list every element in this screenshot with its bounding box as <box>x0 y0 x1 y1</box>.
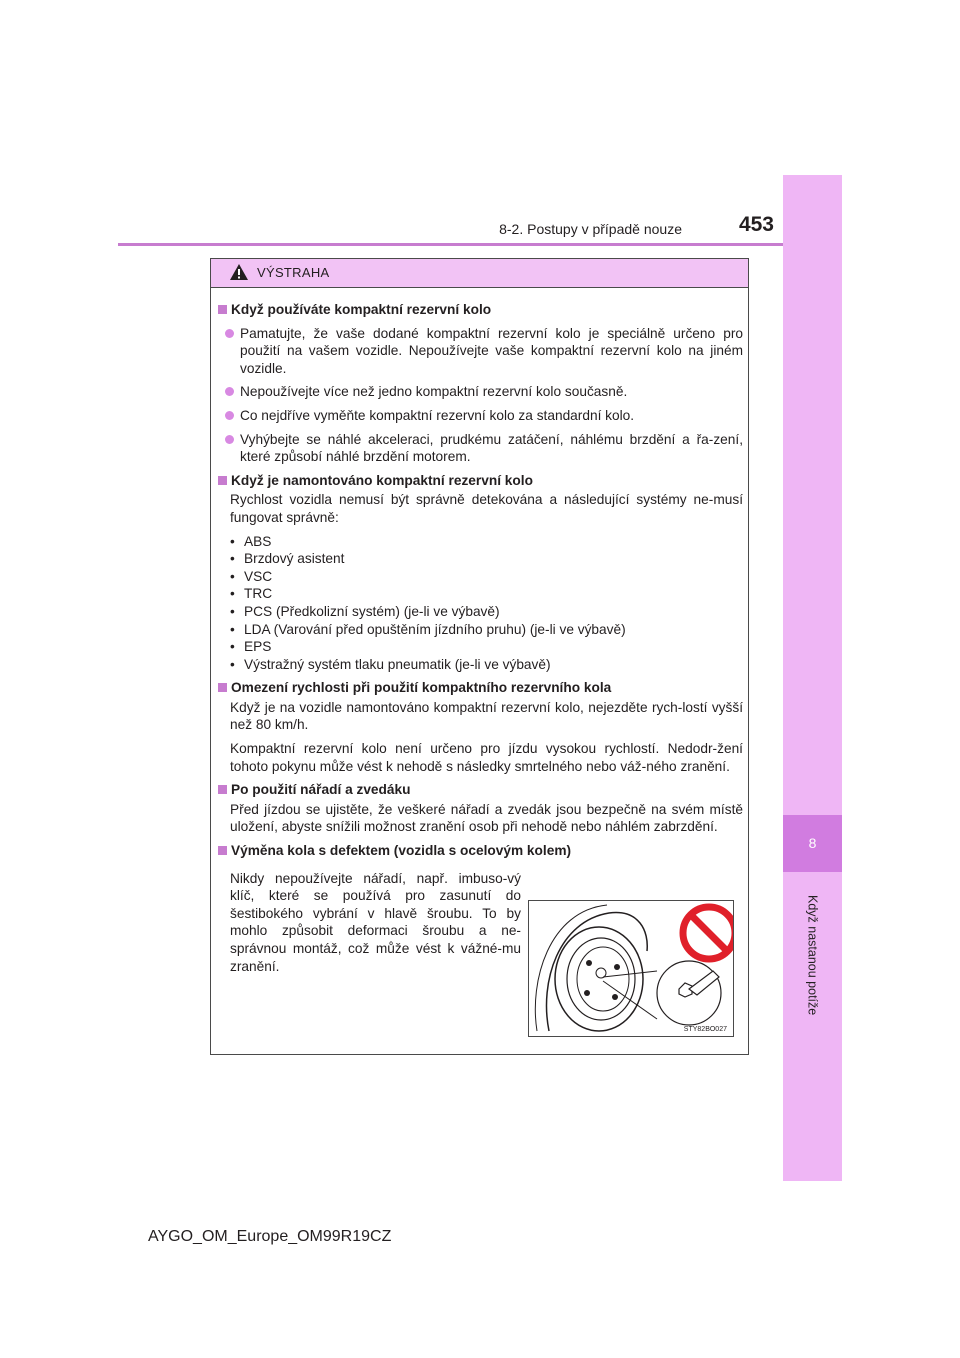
paragraph: Kompaktní rezervní kolo není určeno pro jízdu vysokou rychlostí. Nedodr-žení tohoto pokynu může vést k nehodě s následky smrtelného nebo váž-ného zranění. <box>230 741 743 774</box>
round-bullet-icon <box>225 411 234 420</box>
prohibition-icon <box>683 907 733 959</box>
warning-content <box>217 301 743 975</box>
square-bullet-icon <box>218 785 227 794</box>
hex-key-figure <box>528 900 734 1037</box>
chapter-title-text: Když nastanou potíže <box>805 895 820 1016</box>
round-bullet-icon <box>225 435 234 444</box>
section-heading: Omezení rychlosti při použití kompaktního rezervního kola <box>217 679 743 697</box>
bullet-item: Pamatujte, že vaše dodané kompaktní rezervní kolo je speciálně určeno pro použití na vašem vozidle. Nepoužívejte vaše kompaktní rezervní kolo na jiném vozidle. <box>225 325 743 378</box>
round-bullet-icon <box>225 387 234 396</box>
bullet-item: Co nejdříve vyměňte kompaktní rezervní kolo za standardní kolo. <box>225 407 743 425</box>
list-item: • LDA (Varování před opuštěním jízdního pruhu) (je-li ve výbavě) <box>230 621 626 637</box>
list-item: • Brzdový asistent <box>230 551 345 567</box>
paragraph: Nikdy nepoužívejte nářadí, např. imbuso-vý klíč, které se používá pro zasunutí do šestibokého vybrání v hlavě šroubu. To by mohlo způsobit deformaci šroubu a ne-správnou montáž, což může vést k vážné-mu zranění. <box>230 870 521 974</box>
list-item: • EPS <box>230 639 272 655</box>
list-item: • Výstražný systém tlaku pneumatik (je-li ve výbavě) <box>230 656 551 672</box>
square-bullet-icon <box>218 683 227 692</box>
systems-list <box>230 533 743 674</box>
chapter-side-tab <box>783 175 842 1181</box>
list-item: • ABS <box>230 533 272 549</box>
chapter-title <box>783 883 842 1028</box>
square-bullet-icon <box>218 476 227 485</box>
warning-triangle-icon <box>229 263 249 281</box>
chapter-number: 8 <box>783 815 842 872</box>
square-bullet-icon <box>218 846 227 855</box>
section-heading: Po použití nářadí a zvedáku <box>217 781 743 799</box>
list-item: • VSC <box>230 568 273 584</box>
list-item: • TRC <box>230 586 273 602</box>
section-heading: Když je namontováno kompaktní rezervní kolo <box>217 472 743 490</box>
section-label: 8-2. Postupy v případě nouze <box>499 221 682 237</box>
warning-title: VÝSTRAHA <box>257 265 330 280</box>
warning-box <box>210 258 749 1055</box>
page-number: 453 <box>738 213 774 236</box>
list-item: • PCS (Předkolizní systém) (je-li ve výbavě) <box>230 603 500 619</box>
warning-header <box>211 259 748 288</box>
paragraph: Před jízdou se ujistěte, že veškeré nářadí a zvedák jsou bezpečně na svém místě uložení, abyste snížili možnost zranění osob při nehodě nebo náhlém zabrzdění. <box>230 801 743 835</box>
section-heading: Když používáte kompaktní rezervní kolo <box>217 301 743 319</box>
section-heading: Výměna kola s defektem (vozidla s ocelovým kolem) <box>217 842 743 860</box>
header-rule <box>118 243 783 246</box>
figure-caption: STY82BO027 <box>683 1026 727 1033</box>
paragraph: Rychlost vozidla nemusí být správně detekována a následující systémy ne-musí fungovat správně: <box>230 492 743 525</box>
document-footer: AYGO_OM_Europe_OM99R19CZ <box>148 1228 392 1245</box>
wheel-illustration <box>529 901 733 1036</box>
square-bullet-icon <box>218 305 227 314</box>
paragraph: Když je na vozidle namontováno kompaktní rezervní kolo, nejezděte rych-lostí vyšší než 80 km/h. <box>230 699 743 733</box>
round-bullet-icon <box>225 329 234 338</box>
bullet-item: Nepoužívejte více než jedno kompaktní rezervní kolo současně. <box>225 383 743 401</box>
bullet-item: Vyhýbejte se náhlé akceleraci, prudkému zatáčení, náhlému brzdění a řa-zení, které způsobí náhlé brzdění motorem. <box>225 431 743 466</box>
